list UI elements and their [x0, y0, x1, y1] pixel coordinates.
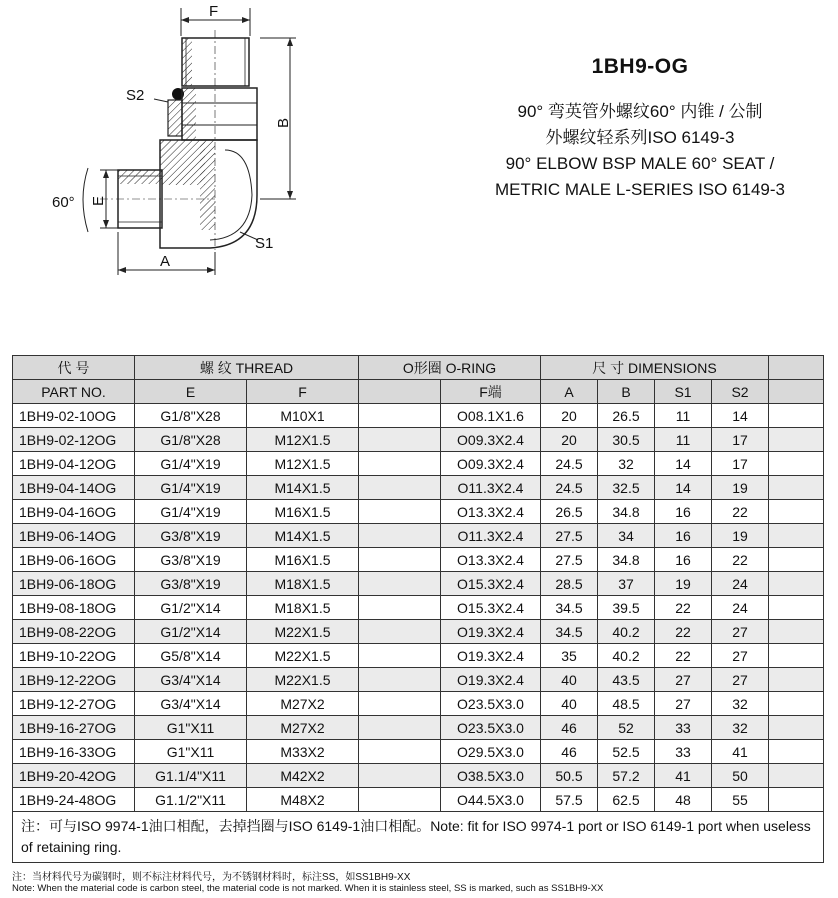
- cell-thread-e: G1/4"X19: [135, 452, 247, 476]
- cell-oring-blank: [359, 692, 441, 716]
- cell-part-no: 1BH9-02-12OG: [13, 428, 135, 452]
- cell-blank: [769, 548, 824, 572]
- footnote-cn: 注：当材料代号为碳钢时，则不标注材料代号，为不锈钢材料时，标注SS，如SS1BH9-XX: [12, 872, 411, 883]
- cell-oring-f-end: O15.3X2.4: [441, 572, 541, 596]
- cell-thread-e: G1.1/2"X11: [135, 788, 247, 812]
- cell-thread-e: G1/8"X28: [135, 404, 247, 428]
- cell-oring-blank: [359, 476, 441, 500]
- cell-thread-f: M18X1.5: [247, 572, 359, 596]
- cell-dim-s2: 32: [712, 692, 769, 716]
- cell-dim-a: 34.5: [541, 620, 598, 644]
- header-col-f: F: [247, 380, 359, 404]
- table-row: [13, 572, 824, 596]
- cell-dim-s1: 14: [655, 476, 712, 500]
- header-col-s2: S2: [712, 380, 769, 404]
- cell-dim-a: 40: [541, 668, 598, 692]
- cell-part-no: 1BH9-04-12OG: [13, 452, 135, 476]
- cell-dim-s2: 17: [712, 428, 769, 452]
- footnote-en: Note: When the material code is carbon steel, the material code is not marked. When it is stainless steel, SS is marked, such as SS1BH9-XX: [12, 883, 604, 894]
- cell-blank: [769, 452, 824, 476]
- label-s1: S1: [255, 235, 274, 252]
- cell-dim-b: 62.5: [598, 788, 655, 812]
- table-row: [13, 476, 824, 500]
- cell-blank: [769, 524, 824, 548]
- cell-oring-f-end: O19.3X2.4: [441, 620, 541, 644]
- cell-part-no: 1BH9-08-22OG: [13, 620, 135, 644]
- cell-oring-blank: [359, 788, 441, 812]
- cell-oring-blank: [359, 452, 441, 476]
- cell-oring-f-end: O13.3X2.4: [441, 500, 541, 524]
- header-blank: [769, 356, 824, 380]
- cell-dim-b: 48.5: [598, 692, 655, 716]
- cell-oring-blank: [359, 716, 441, 740]
- table-row: [13, 764, 824, 788]
- cell-oring-blank: [359, 548, 441, 572]
- cell-oring-f-end: O19.3X2.4: [441, 668, 541, 692]
- cell-thread-e: G1/8"X28: [135, 428, 247, 452]
- cell-dim-s1: 16: [655, 548, 712, 572]
- cell-dim-s2: 24: [712, 572, 769, 596]
- cell-thread-e: G1/2"X14: [135, 620, 247, 644]
- cell-thread-e: G5/8"X14: [135, 644, 247, 668]
- cell-dim-s2: 22: [712, 548, 769, 572]
- label-e: E: [90, 195, 107, 206]
- cell-oring-blank: [359, 572, 441, 596]
- cell-dim-b: 43.5: [598, 668, 655, 692]
- cell-dim-b: 52.5: [598, 740, 655, 764]
- cell-dim-s1: 22: [655, 596, 712, 620]
- cell-thread-e: G1"X11: [135, 740, 247, 764]
- cell-thread-f: M33X2: [247, 740, 359, 764]
- cell-thread-e: G3/8"X19: [135, 524, 247, 548]
- header-thread: 螺 纹 THREAD: [135, 356, 359, 380]
- cell-oring-f-end: O29.5X3.0: [441, 740, 541, 764]
- cell-thread-f: M18X1.5: [247, 596, 359, 620]
- cell-blank: [769, 716, 824, 740]
- cell-oring-f-end: O23.5X3.0: [441, 716, 541, 740]
- cell-thread-e: G3/8"X19: [135, 548, 247, 572]
- cell-dim-s1: 11: [655, 404, 712, 428]
- cell-dim-a: 20: [541, 404, 598, 428]
- spec-table: [12, 355, 824, 863]
- cell-blank: [769, 596, 824, 620]
- cell-dim-s1: 33: [655, 740, 712, 764]
- cell-oring-blank: [359, 524, 441, 548]
- cell-thread-e: G1/2"X14: [135, 596, 247, 620]
- cell-thread-f: M14X1.5: [247, 524, 359, 548]
- cell-dim-a: 28.5: [541, 572, 598, 596]
- cell-part-no: 1BH9-06-16OG: [13, 548, 135, 572]
- cell-dim-b: 40.2: [598, 644, 655, 668]
- cell-oring-f-end: O44.5X3.0: [441, 788, 541, 812]
- description-en-1: 90° ELBOW BSP MALE 60° SEAT /: [505, 154, 775, 173]
- dimension-b: [260, 38, 296, 199]
- cell-thread-e: G1/4"X19: [135, 500, 247, 524]
- cell-dim-b: 40.2: [598, 620, 655, 644]
- cell-dim-a: 46: [541, 716, 598, 740]
- cell-dim-s1: 48: [655, 788, 712, 812]
- model-number: 1BH9-OG: [591, 55, 689, 78]
- cell-dim-s1: 27: [655, 668, 712, 692]
- header-col-a: A: [541, 380, 598, 404]
- cell-dim-s1: 22: [655, 644, 712, 668]
- cell-blank: [769, 764, 824, 788]
- cell-thread-f: M22X1.5: [247, 644, 359, 668]
- spec-table-body: [13, 404, 824, 812]
- cell-dim-s1: 14: [655, 452, 712, 476]
- cell-thread-e: G3/4"X14: [135, 692, 247, 716]
- cell-part-no: 1BH9-04-16OG: [13, 500, 135, 524]
- cell-blank: [769, 740, 824, 764]
- cell-blank: [769, 428, 824, 452]
- cell-dim-b: 30.5: [598, 428, 655, 452]
- cell-oring-f-end: O19.3X2.4: [441, 644, 541, 668]
- cell-thread-f: M27X2: [247, 716, 359, 740]
- cell-dim-a: 27.5: [541, 524, 598, 548]
- cell-dim-b: 26.5: [598, 404, 655, 428]
- cell-dim-s2: 17: [712, 452, 769, 476]
- table-row: [13, 668, 824, 692]
- cell-part-no: 1BH9-06-18OG: [13, 572, 135, 596]
- cell-thread-f: M22X1.5: [247, 668, 359, 692]
- cell-dim-s1: 41: [655, 764, 712, 788]
- cell-oring-blank: [359, 428, 441, 452]
- label-angle: 60°: [52, 194, 75, 211]
- dimension-a: [118, 232, 215, 275]
- cell-part-no: 1BH9-04-14OG: [13, 476, 135, 500]
- cell-dim-b: 57.2: [598, 764, 655, 788]
- cell-dim-s2: 27: [712, 644, 769, 668]
- cell-blank: [769, 500, 824, 524]
- cell-oring-blank: [359, 740, 441, 764]
- cell-oring-blank: [359, 620, 441, 644]
- description-cn-2: 外螺纹轻系列ISO 6149-3: [545, 128, 735, 147]
- cell-thread-f: M22X1.5: [247, 620, 359, 644]
- cell-part-no: 1BH9-12-27OG: [13, 692, 135, 716]
- cell-dim-s2: 19: [712, 476, 769, 500]
- table-row: [13, 596, 824, 620]
- cell-thread-f: M10X1: [247, 404, 359, 428]
- cell-part-no: 1BH9-06-14OG: [13, 524, 135, 548]
- cell-dim-s1: 11: [655, 428, 712, 452]
- cell-dim-a: 24.5: [541, 452, 598, 476]
- cell-oring-f-end: O15.3X2.4: [441, 596, 541, 620]
- cell-thread-f: M12X1.5: [247, 428, 359, 452]
- header-oring: O形圈 O-RING: [359, 356, 541, 380]
- table-row: [13, 500, 824, 524]
- cell-oring-f-end: O08.1X1.6: [441, 404, 541, 428]
- table-row: [13, 740, 824, 764]
- cell-thread-e: G1"X11: [135, 716, 247, 740]
- cell-dim-b: 39.5: [598, 596, 655, 620]
- cell-thread-e: G3/4"X14: [135, 668, 247, 692]
- cell-part-no: 1BH9-16-33OG: [13, 740, 135, 764]
- cell-dim-s2: 22: [712, 500, 769, 524]
- cell-thread-f: M12X1.5: [247, 452, 359, 476]
- dimension-f: [181, 3, 250, 36]
- cell-dim-s2: 14: [712, 404, 769, 428]
- elbow-body: [160, 140, 257, 248]
- cell-dim-a: 27.5: [541, 548, 598, 572]
- cell-dim-s1: 16: [655, 524, 712, 548]
- elbow-fitting-drawing: [0, 0, 420, 300]
- label-f: F: [209, 3, 219, 20]
- cell-thread-f: M48X2: [247, 788, 359, 812]
- table-row: [13, 452, 824, 476]
- cell-dim-s1: 33: [655, 716, 712, 740]
- table-row: [13, 620, 824, 644]
- technical-drawing: [0, 0, 420, 300]
- cell-blank: [769, 572, 824, 596]
- cell-dim-a: 24.5: [541, 476, 598, 500]
- cell-oring-f-end: O09.3X2.4: [441, 452, 541, 476]
- cell-dim-b: 34.8: [598, 548, 655, 572]
- table-row: [13, 548, 824, 572]
- cell-part-no: 1BH9-10-22OG: [13, 644, 135, 668]
- cell-blank: [769, 476, 824, 500]
- cell-blank: [769, 788, 824, 812]
- cell-dim-a: 50.5: [541, 764, 598, 788]
- cell-part-no: 1BH9-16-27OG: [13, 716, 135, 740]
- cell-dim-a: 20: [541, 428, 598, 452]
- header-col-blank-2: [769, 380, 824, 404]
- description-en-2: METRIC MALE L-SERIES ISO 6149-3: [494, 180, 786, 199]
- cell-oring-f-end: O09.3X2.4: [441, 428, 541, 452]
- cell-oring-blank: [359, 764, 441, 788]
- cell-thread-e: G1/4"X19: [135, 476, 247, 500]
- cell-dim-b: 32.5: [598, 476, 655, 500]
- cell-dim-a: 26.5: [541, 500, 598, 524]
- cell-oring-f-end: O11.3X2.4: [441, 524, 541, 548]
- cell-dim-a: 57.5: [541, 788, 598, 812]
- dimension-s2: [126, 87, 168, 104]
- label-a: A: [160, 253, 171, 270]
- dimension-s1: [240, 232, 273, 252]
- cell-thread-f: M42X2: [247, 764, 359, 788]
- cell-part-no: 1BH9-24-48OG: [13, 788, 135, 812]
- cell-dim-b: 34.8: [598, 500, 655, 524]
- cell-thread-f: M27X2: [247, 692, 359, 716]
- header-col-b: B: [598, 380, 655, 404]
- table-note: 注：可与ISO 9974-1油口相配，去掉挡圈与ISO 6149-1油口相配。Note: fit for ISO 9974-1 port or ISO 6149-1 port when useless of retaining ring.: [13, 812, 824, 863]
- header-part-en: PART NO.: [13, 380, 135, 404]
- header-dimensions: 尺 寸 DIMENSIONS: [541, 356, 769, 380]
- cell-dim-s2: 41: [712, 740, 769, 764]
- cell-dim-s2: 55: [712, 788, 769, 812]
- cell-oring-f-end: O13.3X2.4: [441, 548, 541, 572]
- hex-nut: [182, 88, 257, 140]
- label-b: B: [275, 117, 292, 128]
- cell-blank: [769, 620, 824, 644]
- cell-dim-s1: 27: [655, 692, 712, 716]
- cell-oring-blank: [359, 500, 441, 524]
- cell-thread-f: M16X1.5: [247, 500, 359, 524]
- cell-oring-f-end: O23.5X3.0: [441, 692, 541, 716]
- table-row: [13, 524, 824, 548]
- cell-oring-f-end: O38.5X3.0: [441, 764, 541, 788]
- cell-dim-s2: 27: [712, 620, 769, 644]
- cell-dim-s2: 24: [712, 596, 769, 620]
- header-col-blank: [359, 380, 441, 404]
- cell-part-no: 1BH9-12-22OG: [13, 668, 135, 692]
- header-col-e: E: [135, 380, 247, 404]
- cell-oring-f-end: O11.3X2.4: [441, 476, 541, 500]
- header-col-s1: S1: [655, 380, 712, 404]
- description-cn-1: 90° 弯英管外螺纹60° 内锥 / 公制: [517, 102, 763, 121]
- cell-dim-s2: 19: [712, 524, 769, 548]
- cell-blank: [769, 644, 824, 668]
- cell-dim-a: 46: [541, 740, 598, 764]
- cell-dim-b: 52: [598, 716, 655, 740]
- cell-dim-s2: 50: [712, 764, 769, 788]
- cell-dim-b: 34: [598, 524, 655, 548]
- table-row: [13, 692, 824, 716]
- dimension-e: [52, 168, 118, 232]
- table-row: [13, 428, 824, 452]
- header-part-cn: 代 号: [13, 356, 135, 380]
- cell-dim-s1: 22: [655, 620, 712, 644]
- header-col-f-end: F端: [441, 380, 541, 404]
- cell-oring-blank: [359, 596, 441, 620]
- cell-thread-f: M14X1.5: [247, 476, 359, 500]
- title-block: [440, 55, 838, 203]
- cell-dim-s1: 16: [655, 500, 712, 524]
- cell-blank: [769, 692, 824, 716]
- cell-thread-e: G1.1/4"X11: [135, 764, 247, 788]
- cell-part-no: 1BH9-08-18OG: [13, 596, 135, 620]
- cell-thread-f: M16X1.5: [247, 548, 359, 572]
- cell-dim-b: 32: [598, 452, 655, 476]
- cell-dim-s2: 32: [712, 716, 769, 740]
- table-row: [13, 644, 824, 668]
- cell-oring-blank: [359, 644, 441, 668]
- cell-thread-e: G3/8"X19: [135, 572, 247, 596]
- table-row: [13, 716, 824, 740]
- cell-dim-s2: 27: [712, 668, 769, 692]
- table-row: [13, 788, 824, 812]
- cell-dim-s1: 19: [655, 572, 712, 596]
- cell-blank: [769, 668, 824, 692]
- cell-dim-a: 40: [541, 692, 598, 716]
- cell-dim-a: 35: [541, 644, 598, 668]
- cell-part-no: 1BH9-20-42OG: [13, 764, 135, 788]
- cell-oring-blank: [359, 404, 441, 428]
- cell-oring-blank: [359, 668, 441, 692]
- label-s2: S2: [126, 87, 145, 104]
- cell-part-no: 1BH9-02-10OG: [13, 404, 135, 428]
- cell-dim-a: 34.5: [541, 596, 598, 620]
- cell-blank: [769, 404, 824, 428]
- table-row: [13, 404, 824, 428]
- cell-dim-b: 37: [598, 572, 655, 596]
